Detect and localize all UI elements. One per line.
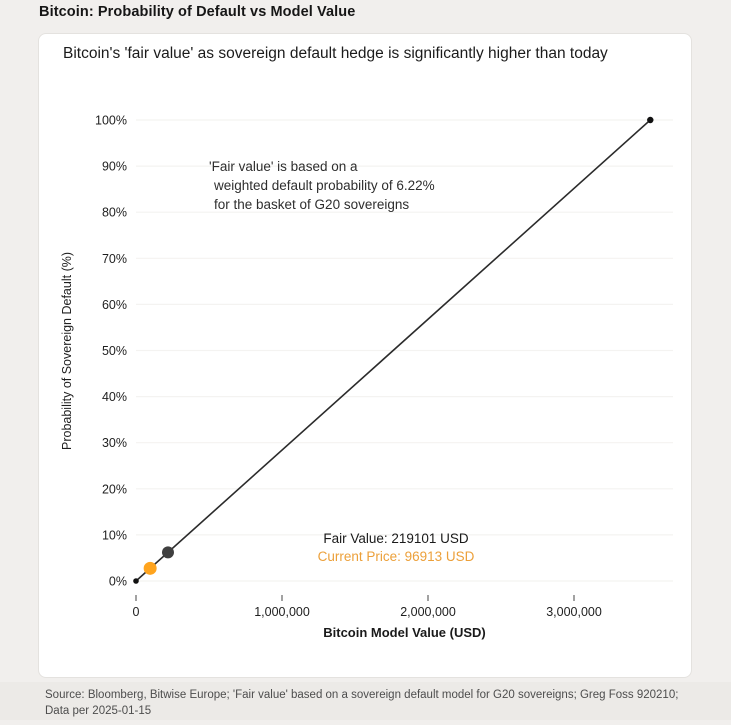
x-tick-label: 2,000,000 xyxy=(400,605,456,619)
chart-title: Bitcoin's 'fair value' as sovereign default hedge is significantly higher than today xyxy=(63,45,608,62)
y-tick-label: 60% xyxy=(101,297,127,312)
fair-value-point xyxy=(162,546,174,558)
y-tick-label: 20% xyxy=(101,482,127,497)
x-tick-label: 1,000,000 xyxy=(254,605,310,619)
annotation xyxy=(209,157,435,214)
annotation-line-1: 'Fair value' is based on a xyxy=(209,159,358,174)
annotation-line-2: weighted default probability of 6.22% xyxy=(214,178,435,193)
x-axis-title: Bitcoin Model Value (USD) xyxy=(323,625,486,640)
line-start-dot xyxy=(133,578,139,584)
scatter-plot xyxy=(39,34,691,677)
annotation-line-3: for the basket of G20 sovereigns xyxy=(214,197,410,212)
footer xyxy=(0,682,731,720)
page-title: Bitcoin: Probability of Default vs Model Value xyxy=(39,4,356,20)
fair-value-label: Fair Value: 219101 USD xyxy=(323,531,469,546)
source-text: Source: Bloomberg, Bitwise Europe; 'Fair value' based on a sovereign default model for G20 sovereigns; Greg Foss 920210; Data per 2025-01-15 xyxy=(45,689,679,717)
x-tick-label: 0 xyxy=(132,605,140,619)
y-tick-label: 40% xyxy=(101,390,127,405)
y-tick-label: 30% xyxy=(101,436,127,451)
y-tick-label: 50% xyxy=(101,344,127,358)
y-tick-label: 90% xyxy=(101,159,127,174)
current-price-point xyxy=(144,562,157,575)
x-tick-label: 3,000,000 xyxy=(546,605,602,619)
y-tick-label: 80% xyxy=(101,205,127,220)
y-tick-label: 0% xyxy=(108,574,127,589)
y-tick-label: 70% xyxy=(101,251,127,266)
line-end-dot xyxy=(647,117,653,123)
current-price-label: Current Price: 96913 USD xyxy=(317,549,475,564)
y-tick-label: 10% xyxy=(101,528,127,543)
chart-card xyxy=(38,33,692,678)
y-axis-title: Probability of Sovereign Default (%) xyxy=(60,251,74,451)
y-tick-label: 100% xyxy=(95,113,127,128)
point-labels xyxy=(266,530,526,566)
